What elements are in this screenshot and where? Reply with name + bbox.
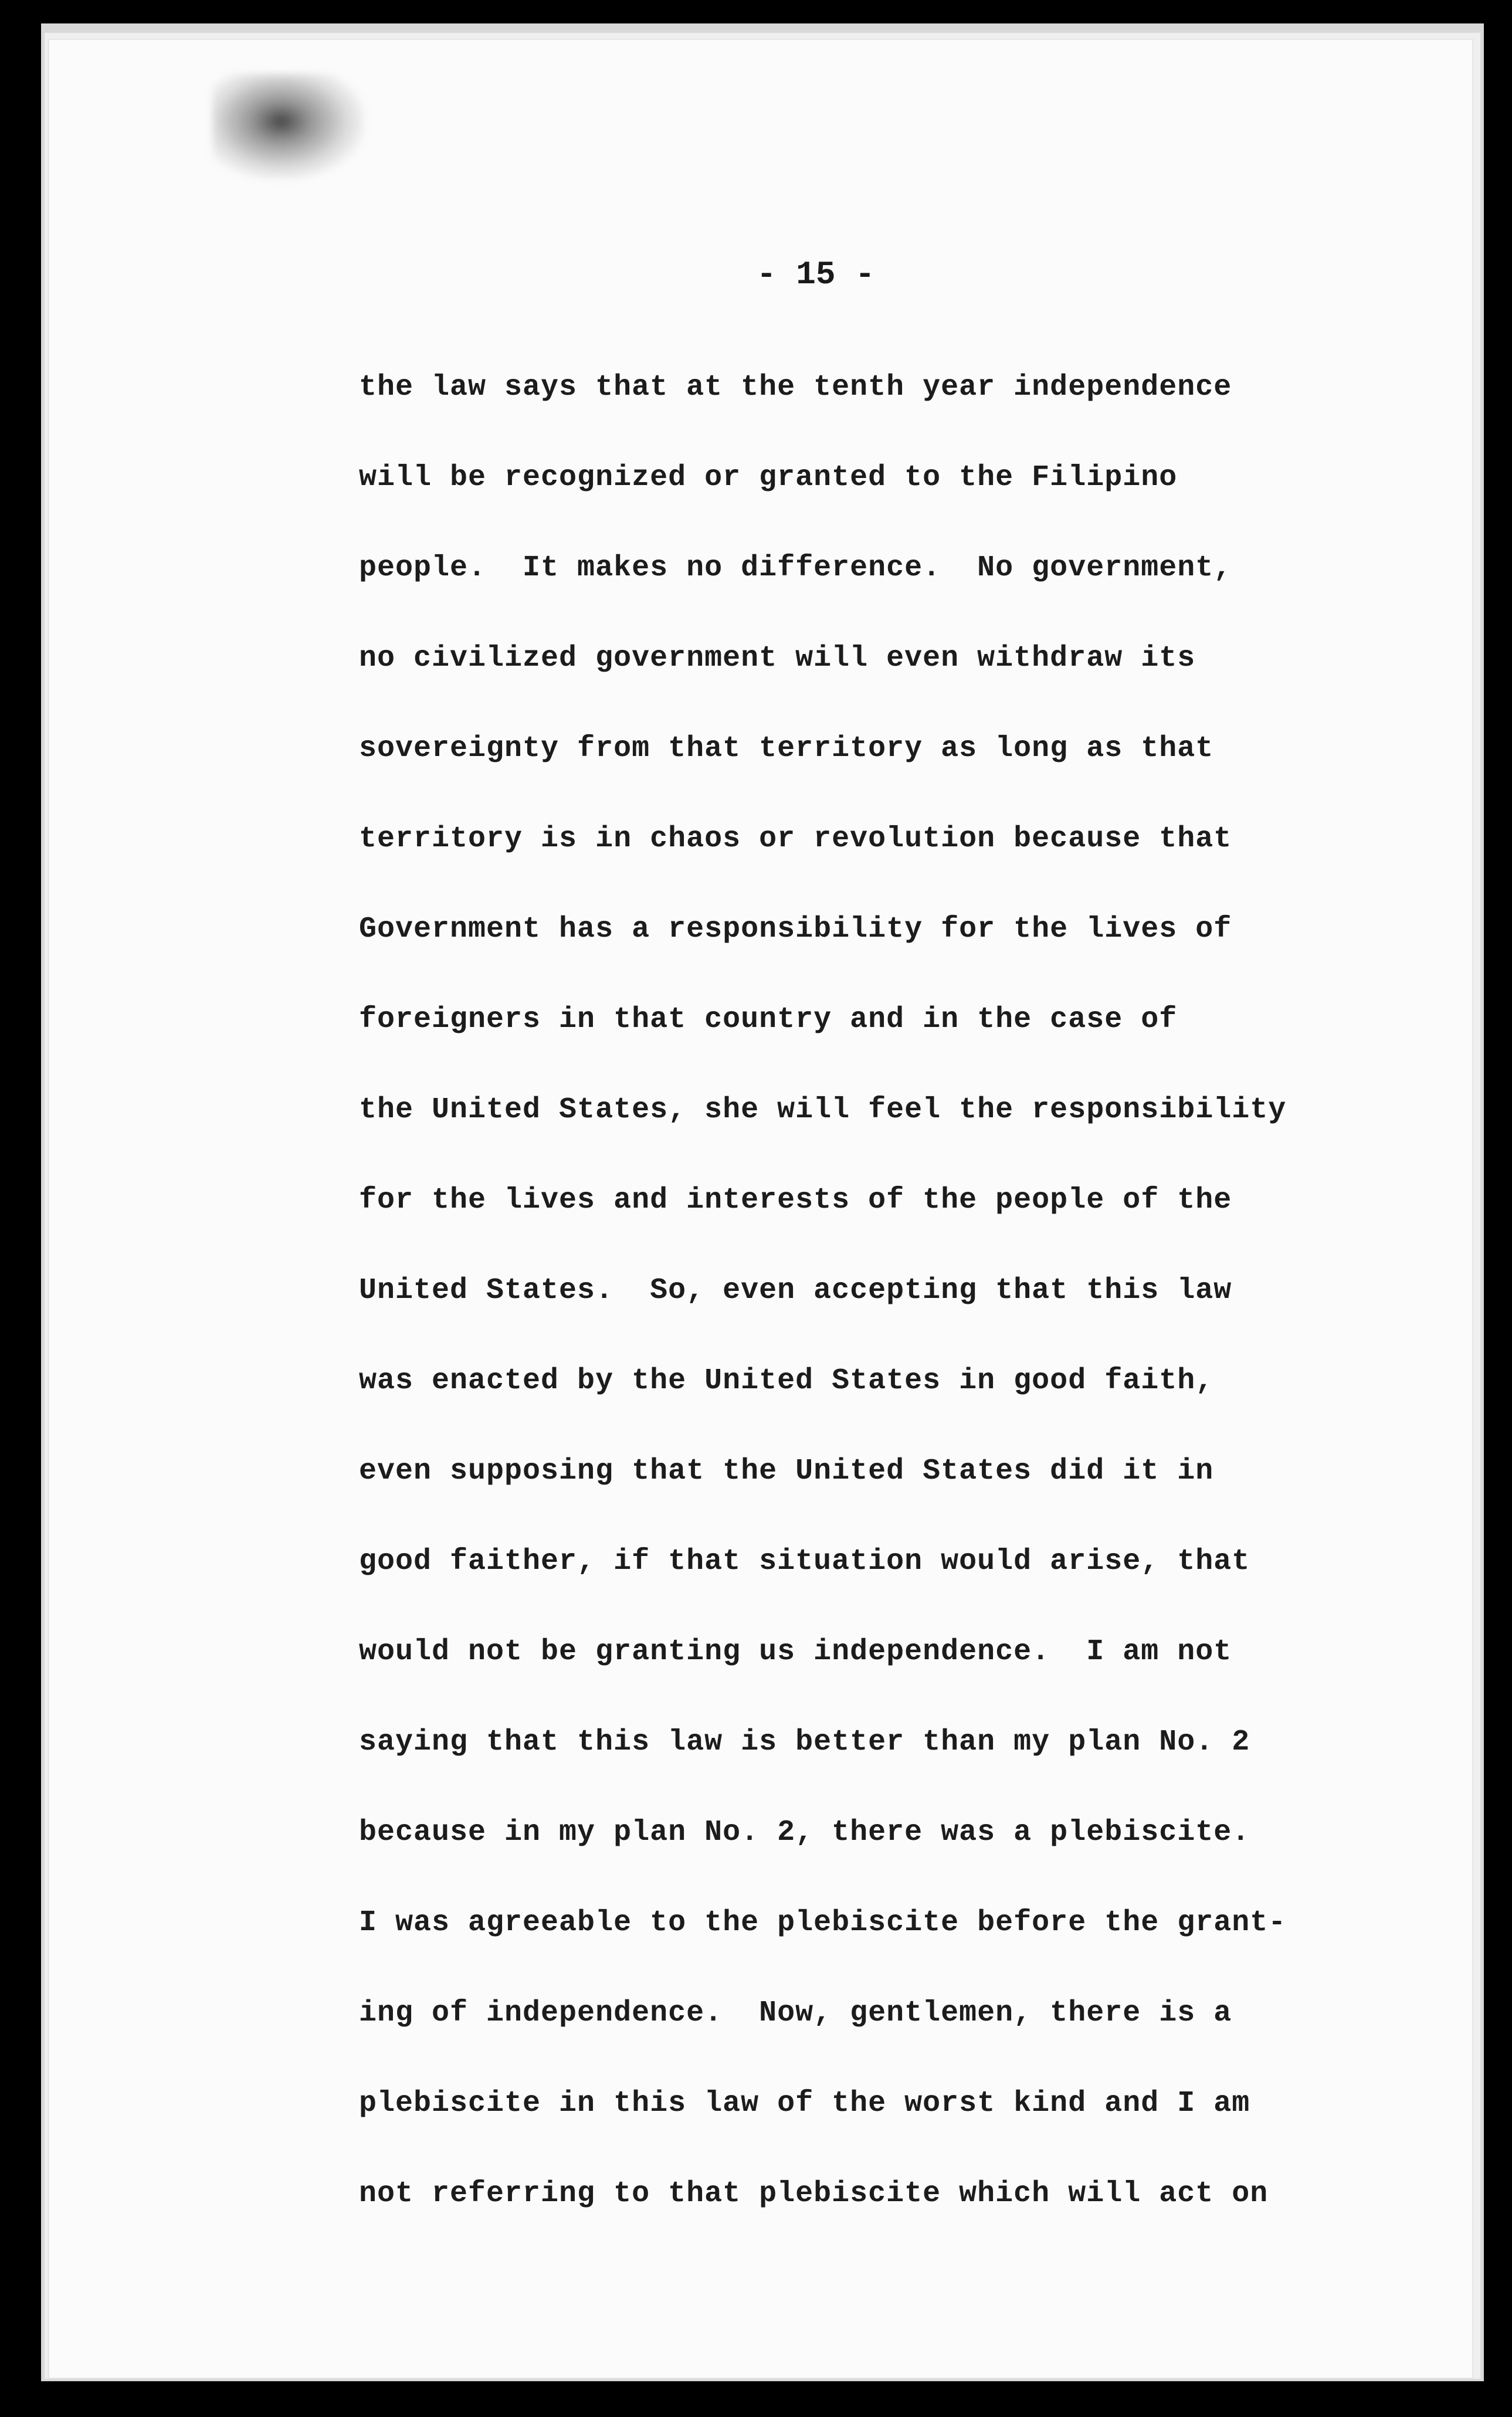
text-line: the law says that at the tenth year independence — [359, 371, 1232, 404]
text-line: good faither, if that situation would arise, that — [359, 1545, 1250, 1578]
text-line: was enacted by the United States in good faith, — [359, 1364, 1214, 1398]
text-line: not referring to that plebiscite which will act on — [359, 2177, 1269, 2211]
text-line: I was agreeable to the plebiscite before the grant- — [359, 1906, 1287, 1940]
typed-body-text — [359, 343, 1286, 2239]
text-line: saying that this law is better than my plan No. 2 — [359, 1726, 1250, 1759]
text-line: foreigners in that country and in the case of — [359, 1003, 1178, 1036]
text-line: ing of independence. Now, gentlemen, there is a — [359, 1996, 1232, 2030]
text-line: the United States, she will feel the responsibility — [359, 1093, 1287, 1127]
text-line: no civilized government will even withdraw its — [359, 642, 1196, 675]
text-line: United States. So, even accepting that this law — [359, 1274, 1232, 1307]
page-number: - 15 - — [757, 256, 875, 293]
text-line: Government has a responsibility for the lives of — [359, 913, 1232, 946]
text-line: even supposing that the United States did it in — [359, 1455, 1214, 1488]
text-line: would not be granting us independence. I am not — [359, 1635, 1232, 1669]
text-line: sovereignty from that territory as long as that — [359, 732, 1214, 765]
text-line: because in my plan No. 2, there was a plebiscite. — [359, 1816, 1250, 1849]
ink-smudge — [212, 74, 365, 179]
text-line: territory is in chaos or revolution because that — [359, 822, 1232, 856]
text-line: people. It makes no difference. No government, — [359, 551, 1232, 585]
text-line: plebiscite in this law of the worst kind and I am — [359, 2087, 1250, 2120]
text-line: will be recognized or granted to the Filipino — [359, 461, 1178, 494]
text-line: for the lives and interests of the people of the — [359, 1184, 1232, 1217]
